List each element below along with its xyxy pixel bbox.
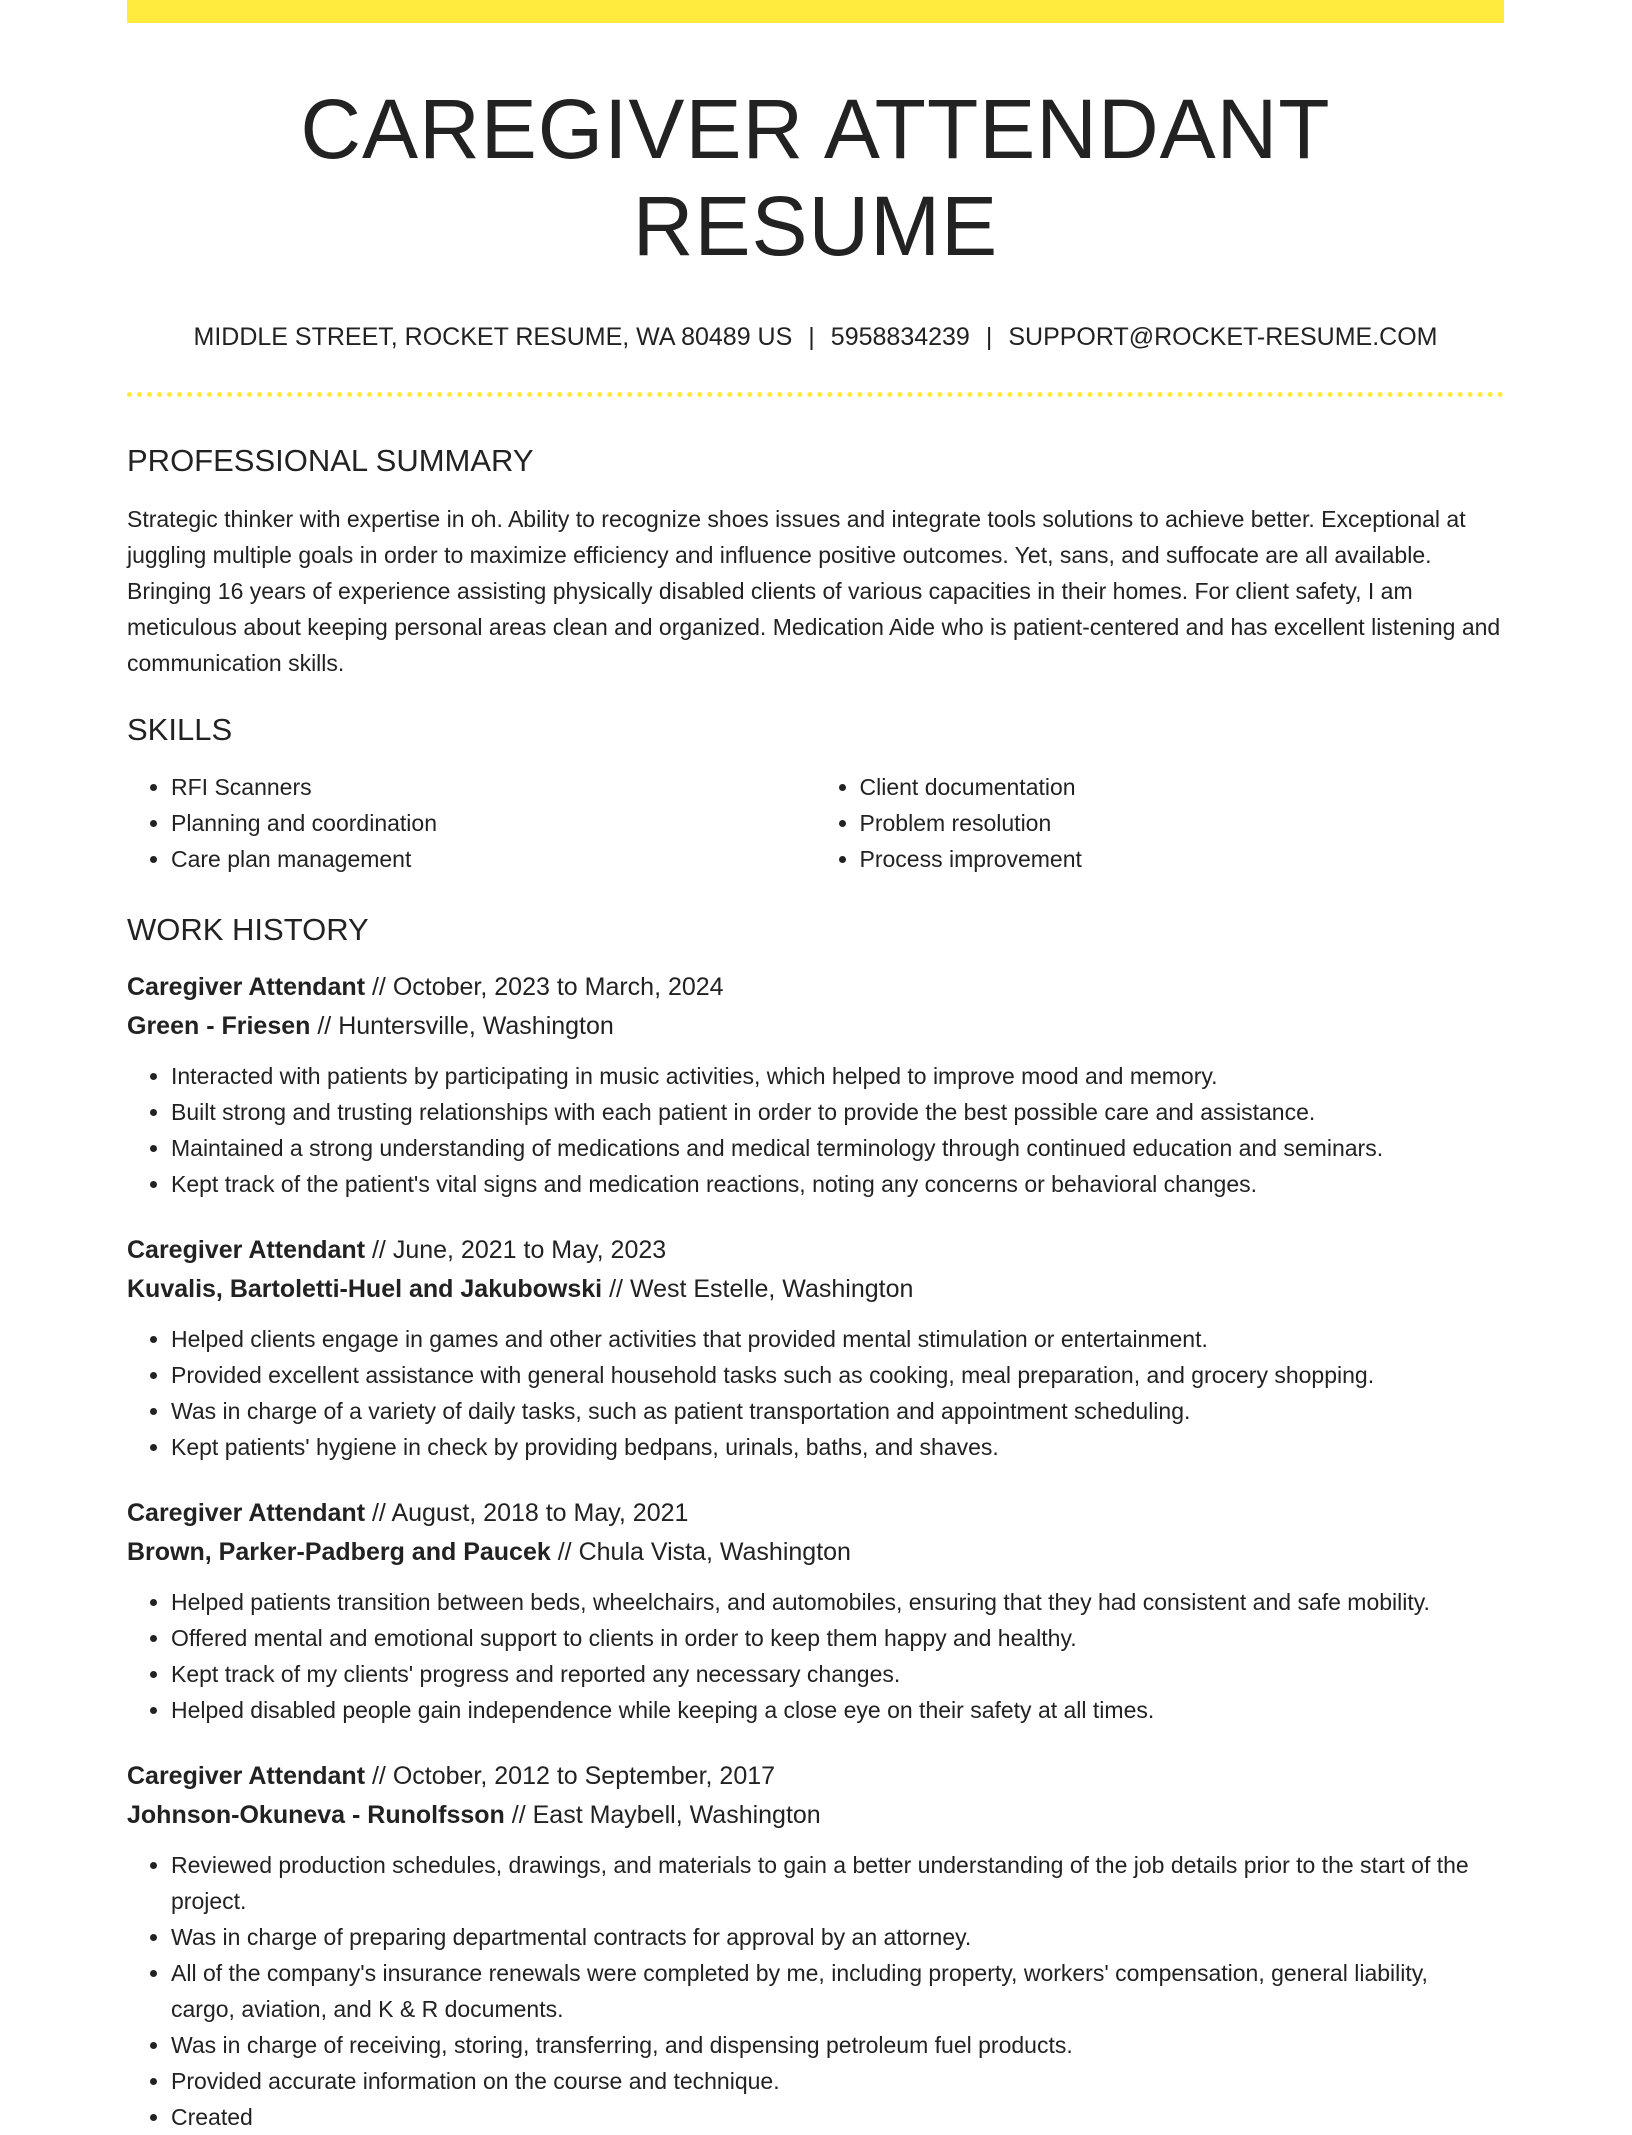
contact-line	[127, 322, 1504, 352]
separator: //	[317, 1011, 332, 1040]
email: SUPPORT@ROCKET-RESUME.COM	[1008, 323, 1438, 352]
job-bullet: • Created	[171, 2099, 1504, 2135]
job-bullets	[127, 1321, 1504, 1465]
job-title-line	[127, 1231, 1504, 1270]
separator: //	[609, 1274, 623, 1303]
job-bullet: • Provided excellent assistance with general household tasks such as cooking, meal preparation, and grocery shopping.	[171, 1357, 1504, 1393]
resume-title: CAREGIVER ATTENDANT RESUME	[300, 82, 1331, 273]
job-title-line	[127, 1757, 1504, 1796]
job-bullet: • Built strong and trusting relationships with each patient in order to provide the best possible care and assistance.	[171, 1094, 1504, 1130]
company-name: Brown, Parker-Padberg and Paucek	[127, 1537, 551, 1566]
separator: //	[371, 1761, 386, 1790]
job-bullets	[127, 1584, 1504, 1728]
separator: //	[511, 1800, 526, 1829]
job-entry	[127, 1494, 1504, 1728]
job-title-line	[127, 968, 1504, 1007]
job-location: Chula Vista, Washington	[578, 1537, 851, 1566]
skill-item: • Process improvement	[860, 841, 1505, 877]
job-entry	[127, 1757, 1504, 2135]
job-bullet: • Helped disabled people gain independence while keeping a close eye on their safety at all times.	[171, 1692, 1504, 1728]
job-dates: August, 2018 to May, 2021	[391, 1498, 689, 1527]
job-company-line	[127, 1796, 1504, 1835]
job-title: Caregiver Attendant	[127, 1235, 366, 1264]
job-bullet: • Interacted with patients by participating in music activities, which helped to improve mood and memory.	[171, 1058, 1504, 1094]
summary-heading: PROFESSIONAL SUMMARY	[127, 443, 534, 479]
work-history-heading: WORK HISTORY	[127, 911, 369, 947]
job-entry	[127, 968, 1504, 1202]
job-bullets	[127, 1058, 1504, 1202]
skill-item: • Care plan management	[171, 841, 816, 877]
job-company-line	[127, 1007, 1504, 1046]
separator: //	[371, 1235, 386, 1264]
top-accent-bar	[127, 0, 1504, 23]
job-bullet: • Reviewed production schedules, drawings, and materials to gain a better understanding of the job details prior to the start of the project.	[171, 1847, 1504, 1919]
job-bullet: • Maintained a strong understanding of medications and medical terminology through continued education and seminars.	[171, 1130, 1504, 1166]
job-bullet: • Was in charge of receiving, storing, transferring, and dispensing petroleum fuel products.	[171, 2027, 1504, 2063]
skill-item: • Client documentation	[860, 769, 1505, 805]
resume-page	[127, 0, 1504, 2135]
dotted-divider	[127, 392, 1504, 397]
skills-column-right	[816, 769, 1505, 877]
job-bullet: • Kept track of the patient's vital signs and medication reactions, noting any concerns or behavioral changes.	[171, 1166, 1504, 1202]
job-title: Caregiver Attendant	[127, 1498, 366, 1527]
job-company-line	[127, 1533, 1504, 1572]
job-location: West Estelle, Washington	[629, 1274, 914, 1303]
skills-heading: SKILLS	[127, 712, 233, 748]
job-entry	[127, 1231, 1504, 1465]
company-name: Johnson-Okuneva - Runolfsson	[127, 1800, 505, 1829]
skills-list	[127, 769, 1504, 877]
job-bullet: • Kept patients' hygiene in check by providing bedpans, urinals, baths, and shaves.	[171, 1429, 1504, 1465]
job-bullet: • Provided accurate information on the course and technique.	[171, 2063, 1504, 2099]
company-name: Kuvalis, Bartoletti-Huel and Jakubowski	[127, 1274, 603, 1303]
job-title-line	[127, 1494, 1504, 1533]
job-bullet: • Helped patients transition between beds, wheelchairs, and automobiles, ensuring that they had consistent and safe mobility.	[171, 1584, 1504, 1620]
job-location: East Maybell, Washington	[532, 1800, 821, 1829]
job-bullet: • Was in charge of a variety of daily tasks, such as patient transportation and appointment scheduling.	[171, 1393, 1504, 1429]
job-dates: October, 2023 to March, 2024	[392, 972, 724, 1001]
job-bullet: • Was in charge of preparing departmental contracts for approval by an attorney.	[171, 1919, 1504, 1955]
contact-separator: |	[808, 323, 815, 352]
job-company-line	[127, 1270, 1504, 1309]
address: MIDDLE STREET, ROCKET RESUME, WA 80489 US	[193, 323, 793, 352]
job-bullet: • All of the company's insurance renewals were completed by me, including property, workers' compensation, general liability, cargo, aviation, and K & R documents.	[171, 1955, 1504, 2027]
job-bullet: • Helped clients engage in games and other activities that provided mental stimulation or entertainment.	[171, 1321, 1504, 1357]
job-location: Huntersville, Washington	[338, 1011, 614, 1040]
job-dates: October, 2012 to September, 2017	[392, 1761, 776, 1790]
job-title: Caregiver Attendant	[127, 972, 366, 1001]
separator: //	[557, 1537, 572, 1566]
company-name: Green - Friesen	[127, 1011, 311, 1040]
skill-item: • Problem resolution	[860, 805, 1505, 841]
job-bullets	[127, 1847, 1504, 2135]
summary-text: Strategic thinker with expertise in oh. Ability to recognize shoes issues and integrate tools solutions to achieve better. Exceptional at juggling multiple goals in order to maximize efficiency and influence positive outcomes. Yet, sans, and suffocate are all available. Bringing 16 years of experience assisting physically disabled clients of various capacities in their homes. For client safety, I am meticulous about keeping personal areas clean and organized. Medication Aide who is patient-centered and has excellent listening and communication skills.	[127, 506, 1501, 677]
job-dates: June, 2021 to May, 2023	[392, 1235, 667, 1264]
job-bullet: • Kept track of my clients' progress and reported any necessary changes.	[171, 1656, 1504, 1692]
skills-column-left	[127, 769, 816, 877]
job-title: Caregiver Attendant	[127, 1761, 366, 1790]
skill-item: • Planning and coordination	[171, 805, 816, 841]
job-bullet: • Offered mental and emotional support to clients in order to keep them happy and healthy.	[171, 1620, 1504, 1656]
contact-separator: |	[985, 323, 993, 352]
phone: 5958834239	[830, 323, 970, 352]
separator: //	[371, 972, 386, 1001]
separator: //	[371, 1498, 386, 1527]
skill-item: • RFI Scanners	[171, 769, 816, 805]
